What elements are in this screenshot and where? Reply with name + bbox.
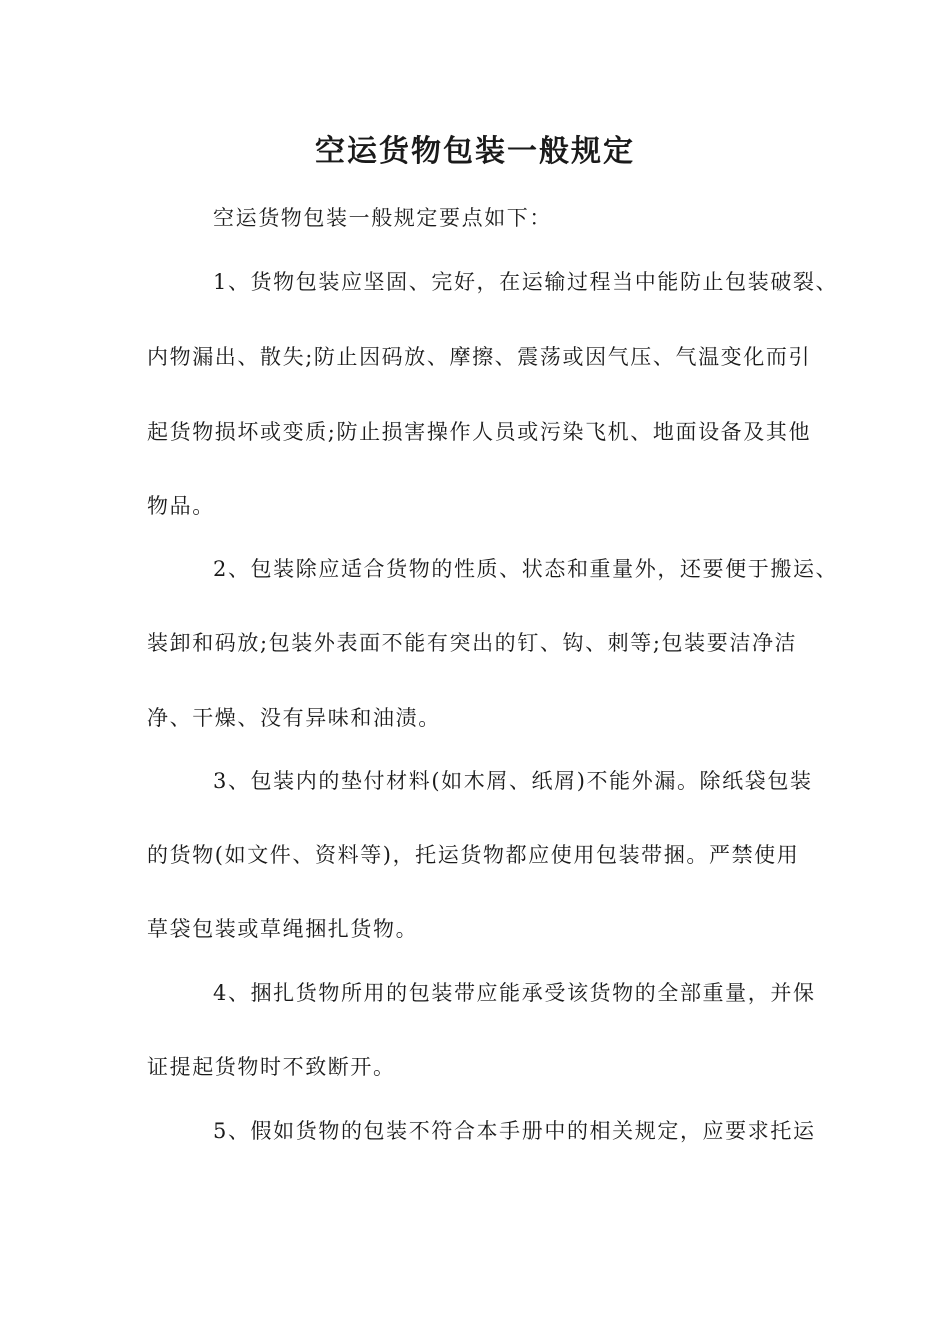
intro-line: 空运货物包装一般规定要点如下： bbox=[213, 206, 552, 230]
paragraph-2-line-1: 2、包装除应适合货物的性质、状态和重量外，还要便于搬运、 bbox=[213, 557, 839, 581]
paragraph-4-line-1: 4、捆扎货物所用的包装带应能承受该货物的全部重量，并保 bbox=[213, 981, 816, 1005]
document-title: 空运货物包装一般规定 bbox=[315, 134, 635, 169]
paragraph-1-line-2: 内物漏出、散失;防止因码放、摩擦、震荡或因气压、气温变化而引 bbox=[147, 345, 812, 369]
paragraph-1-line-4: 物品。 bbox=[147, 494, 215, 518]
paragraph-3-line-1: 3、包装内的垫付材料(如木屑、纸屑)不能外漏。除纸袋包装 bbox=[213, 769, 813, 793]
paragraph-2-line-3: 净、干燥、没有异味和油渍。 bbox=[147, 706, 441, 730]
paragraph-2-line-2: 装卸和码放;包装外表面不能有突出的钉、钩、刺等;包装要洁净洁 bbox=[147, 631, 798, 655]
paragraph-5-line-1: 5、假如货物的包装不符合本手册中的相关规定，应要求托运 bbox=[213, 1119, 816, 1143]
paragraph-1-line-1: 1、货物包装应坚固、完好，在运输过程当中能防止包装破裂、 bbox=[213, 270, 839, 294]
paragraph-3-line-2: 的货物(如文件、资料等)，托运货物都应使用包装带捆。严禁使用 bbox=[147, 843, 800, 867]
paragraph-3-line-3: 草袋包装或草绳捆扎货物。 bbox=[147, 917, 419, 941]
paragraph-1-line-3: 起货物损坏或变质;防止损害操作人员或污染飞机、地面设备及其他 bbox=[147, 420, 812, 444]
paragraph-4-line-2: 证提起货物时不致断开。 bbox=[147, 1055, 396, 1079]
